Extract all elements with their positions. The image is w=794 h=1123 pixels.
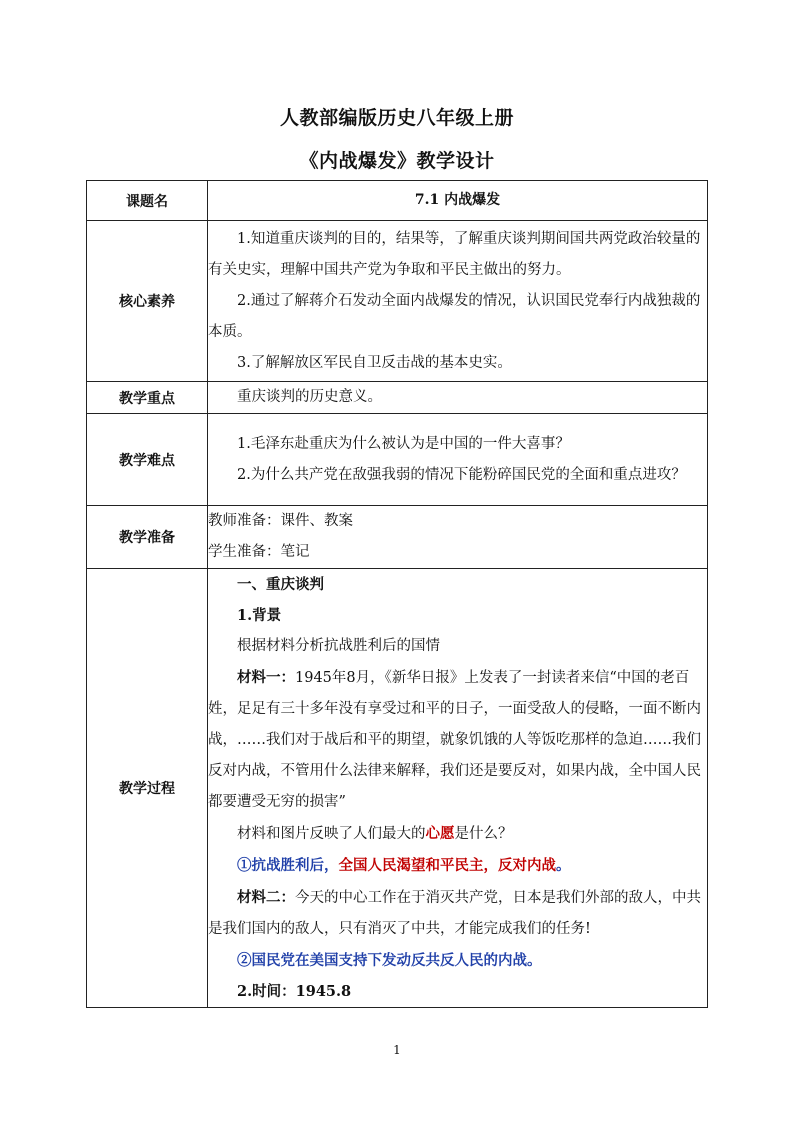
- material-two-text: 今天的中心工作在于消灭共产党，日本是我们外部的敌人，中共是我们国内的敌人，只有消灭了中共，才能完成我们的任务!: [208, 890, 701, 937]
- table-row-topic: [87, 181, 708, 221]
- material-one-text: 1945年8月，《新华日报》上发表了一封读者来信“中国的老百姓，足足有三十多年没有享受过和平的日子，一面受敌人的侵略，一面不断内战，……我们对于战后和平的期望，就象饥饿的人等饭吃那样的急迫……我们反对内战，不管用什么法律来解释，我们还是要反对，如果内战，全中国人民都要遭受无穷的损害”: [208, 670, 701, 810]
- topic-value: 7.1 内战爆发: [208, 181, 708, 221]
- question-part: 是什么？: [454, 826, 513, 842]
- preparation-content: [208, 506, 708, 569]
- process-label: 教学过程: [87, 569, 208, 1008]
- process-content: [208, 569, 708, 1008]
- material-one-label: 材料一：: [237, 669, 295, 686]
- key-points-content: [208, 382, 708, 414]
- core-item: 2.通过了解蒋介石发动全面内战爆发的情况，认识国民党奉行内战独裁的本质。: [208, 292, 701, 340]
- teacher-preparation: 教师准备：课件、教案: [208, 513, 353, 529]
- difficulties-label: 教学难点: [87, 414, 208, 506]
- subsection-heading: 1.背景: [237, 607, 282, 624]
- question-part: 材料和图片反映了人们最大的: [237, 826, 426, 842]
- core-content: [208, 221, 708, 382]
- question-text: [208, 818, 707, 850]
- difficulty-item: 1.毛泽东赴重庆为什么被认为是中国的一件大喜事？: [237, 435, 570, 452]
- question-keyword: 心愿: [425, 825, 455, 842]
- table-row-preparation: [87, 506, 708, 569]
- core-label: 核心素养: [87, 221, 208, 382]
- difficulties-content: [208, 414, 708, 506]
- table-row-difficulties: [87, 414, 708, 506]
- difficulty-item: 2.为什么共产党在敌强我弱的情况下能粉碎国民党的全面和重点进攻？: [237, 466, 686, 483]
- key-points-label: 教学重点: [87, 382, 208, 414]
- table-row-process: [87, 569, 708, 1008]
- topic-label: 课题名: [87, 181, 208, 221]
- preparation-label: 教学准备: [87, 506, 208, 569]
- table-row-core: [87, 221, 708, 382]
- lesson-plan-table: [86, 180, 708, 1008]
- answer-one-highlight: 全国人民渴望和平民主，反对内战: [338, 857, 556, 874]
- material-two: [208, 882, 707, 945]
- material-two-label: 材料二：: [237, 889, 295, 906]
- core-item: 1.知道重庆谈判的目的，结果等，了解重庆谈判期间国共两党政治较量的有关史实，理解中国共产党为争取和平民主做出的努力。: [208, 230, 701, 278]
- table-row-key-points: [87, 382, 708, 414]
- page-number: 1: [393, 1043, 401, 1057]
- intro-text: 根据材料分析抗战胜利后的国情: [237, 638, 440, 654]
- key-points-value: 重庆谈判的历史意义。: [237, 389, 382, 405]
- time-heading: 2.时间：1945.8: [237, 983, 352, 1000]
- core-item: 3.了解解放区军民自卫反击战的基本史实。: [237, 354, 512, 371]
- document-title: 人教部编版历史八年级上册: [279, 107, 514, 129]
- answer-two: ②国民党在美国支持下发动反共反人民的内战。: [237, 952, 542, 969]
- section-heading: 一、重庆谈判: [237, 576, 324, 593]
- answer-one-prefix: ①抗战胜利后，: [237, 857, 339, 874]
- material-one: [208, 662, 707, 818]
- document-subtitle: 《内战爆发》教学设计: [299, 150, 495, 172]
- answer-one-suffix: 。: [556, 857, 571, 874]
- answer-one: [208, 850, 707, 882]
- student-preparation: 学生准备：笔记: [208, 544, 310, 560]
